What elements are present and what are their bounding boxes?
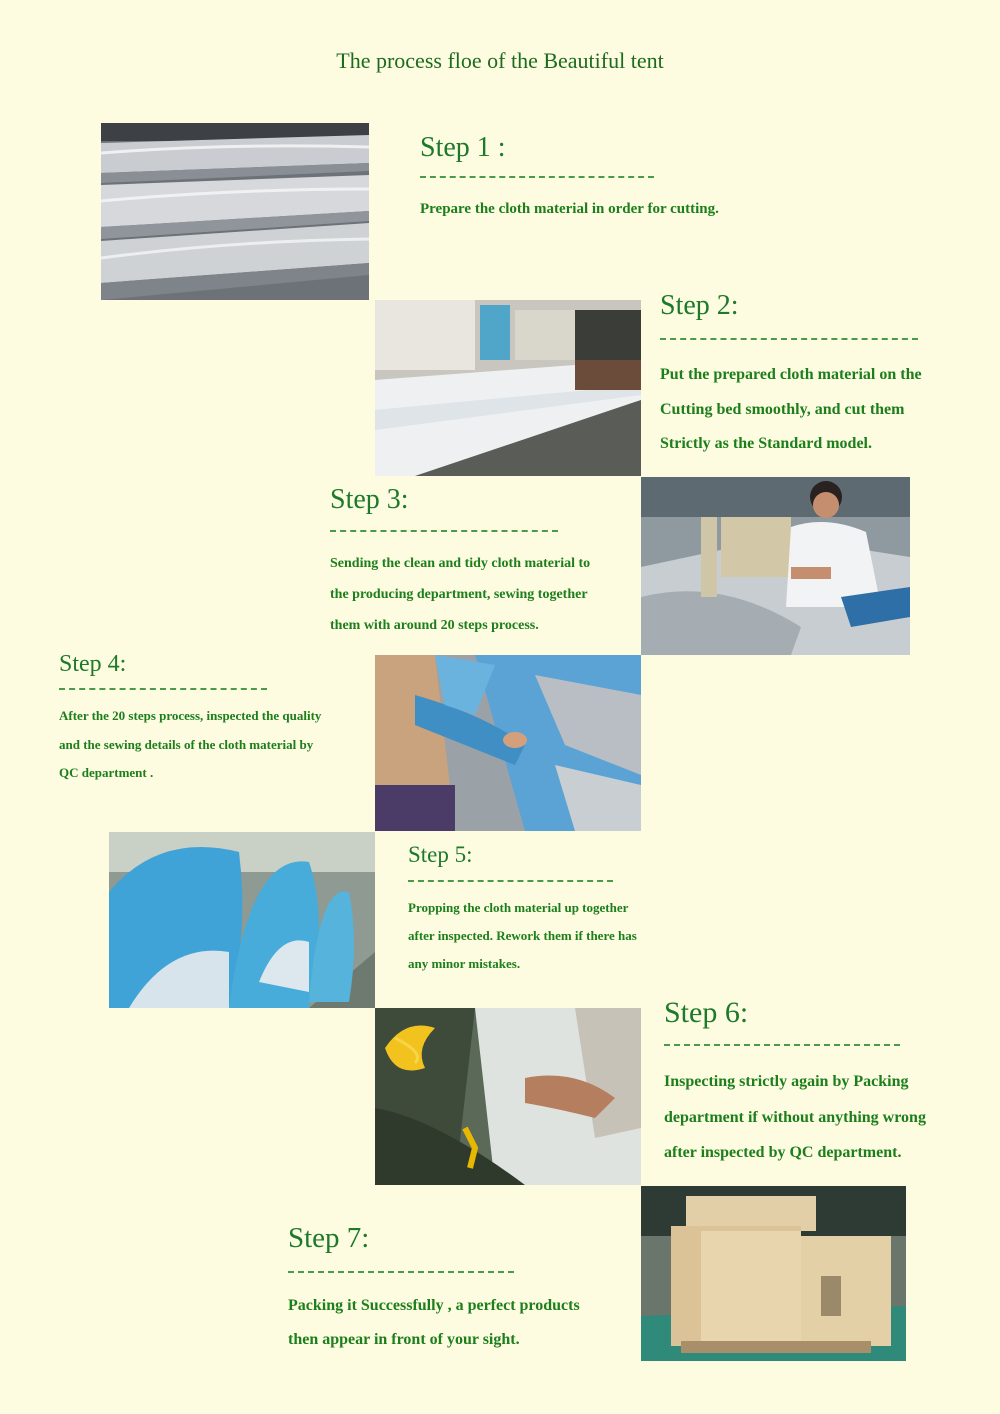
step-description: [408, 894, 678, 978]
step-line: department if without anything wrong: [664, 1108, 926, 1126]
step-description: [660, 358, 980, 462]
step-heading: Step 5:: [408, 842, 473, 867]
step-heading: Step 4:: [59, 651, 127, 677]
step-line: Cutting bed smoothly, and cut them: [660, 400, 905, 418]
step-2: [660, 292, 980, 462]
step-5: [408, 843, 678, 978]
step-divider: [660, 338, 918, 340]
step-line: then appear in front of your sight.: [288, 1331, 520, 1348]
step-divider: [420, 176, 654, 178]
step-3: [330, 486, 640, 641]
photo-qc-inspection: [375, 655, 641, 831]
step-line: Propping the cloth material up together: [408, 900, 629, 915]
step-heading: Step 3:: [330, 484, 409, 515]
step-line: after inspected. Rework them if there has: [408, 928, 637, 943]
step-line: the producing department, sewing together: [330, 587, 588, 602]
step-divider: [664, 1044, 900, 1046]
page-title: The process floe of the Beautiful tent: [336, 48, 664, 73]
photo-cloth-rolls: [101, 123, 369, 300]
photo-packing-inspection: [375, 1008, 641, 1185]
step-description: [664, 1064, 984, 1171]
step-6: [664, 998, 984, 1171]
step-line: Put the prepared cloth material on the: [660, 366, 922, 383]
step-divider: [288, 1271, 514, 1273]
photo-sewing: [641, 477, 910, 655]
step-description: [330, 548, 640, 641]
step-line: them with around 20 steps process.: [330, 618, 539, 633]
photo-propped-tents: [109, 832, 375, 1008]
step-line: any minor mistakes.: [408, 956, 521, 971]
step-divider: [59, 688, 267, 690]
step-heading: Step 1 :: [420, 132, 506, 163]
step-line: and the sewing details of the cloth material by: [59, 736, 314, 752]
step-line: Strictly as the Standard model.: [660, 435, 872, 452]
step-heading: Step 6:: [664, 996, 749, 1029]
step-line: After the 20 steps process, inspected the quality: [59, 708, 322, 723]
step-description: [59, 702, 369, 788]
photo-packed-boxes: [641, 1186, 906, 1361]
step-4: [59, 652, 369, 788]
step-heading: Step 7:: [288, 1222, 370, 1254]
step-description: [288, 1289, 628, 1357]
step-description: [420, 192, 750, 226]
step-line: Inspecting strictly again by Packing: [664, 1073, 909, 1090]
step-line: Packing it Successfully , a perfect products: [288, 1297, 580, 1314]
step-line: QC department .: [59, 765, 154, 780]
step-line: after inspected by QC department.: [664, 1144, 902, 1161]
step-divider: [330, 530, 558, 532]
photo-cutting-bed: [375, 300, 641, 476]
step-divider: [408, 880, 613, 882]
step-7: [288, 1224, 628, 1357]
step-line: Prepare the cloth material in order for cutting.: [420, 201, 719, 217]
step-1: [420, 134, 750, 226]
step-heading: Step 2:: [660, 290, 739, 321]
step-line: Sending the clean and tidy cloth material to: [330, 556, 591, 571]
